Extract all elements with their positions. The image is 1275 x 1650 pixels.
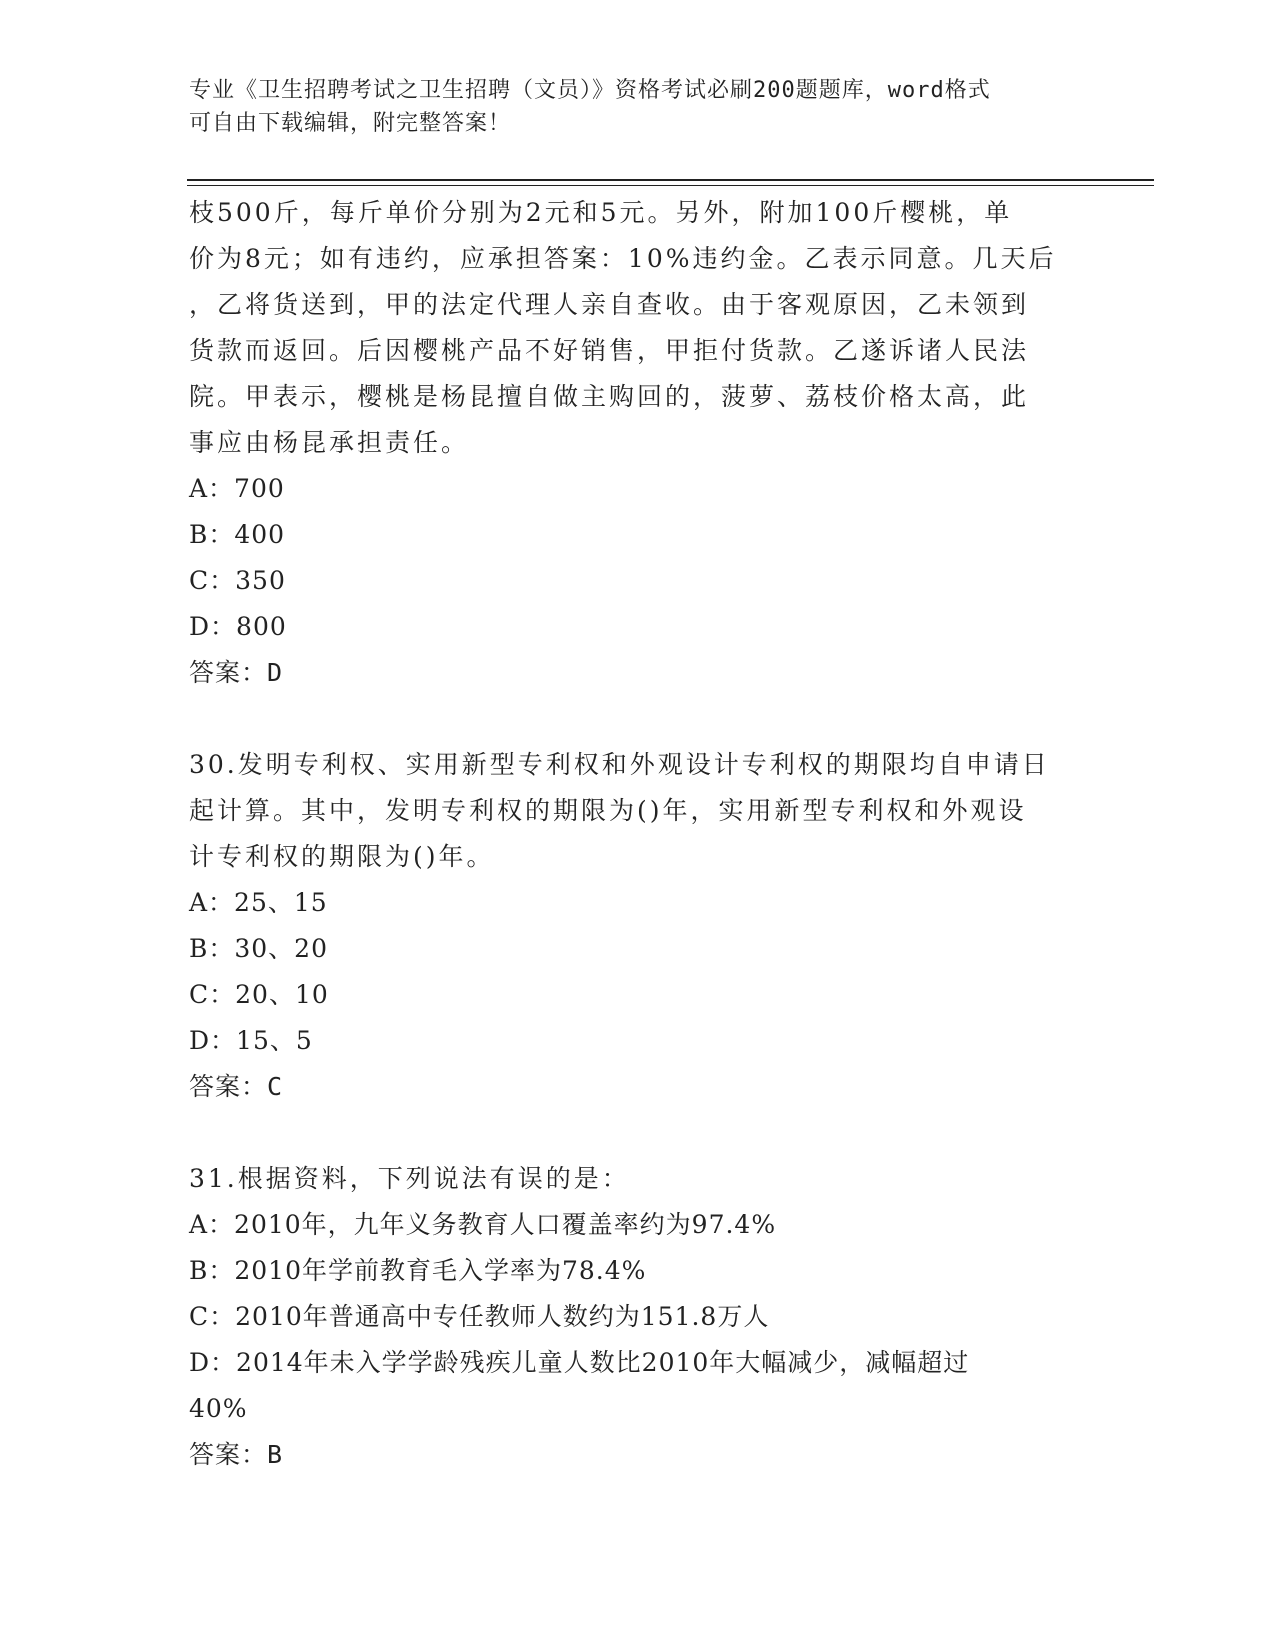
question-text-line: 计专利权的期限为()年。 <box>189 842 495 871</box>
answer-line: 答案：B <box>189 1440 284 1469</box>
answer-line: 答案：C <box>189 1072 284 1101</box>
option-a: A：25、15 <box>189 888 328 917</box>
header-divider-thick <box>187 179 1154 181</box>
question-31 <box>189 1156 1089 1478</box>
option-d: D：2014年未入学学龄残疾儿童人数比2010年大幅减少，减幅超过 <box>189 1348 970 1377</box>
option-d: D：800 <box>189 612 287 641</box>
spacer <box>189 1110 1089 1156</box>
option-a: A：700 <box>189 474 285 503</box>
question-text-line: 31.根据资料，下列说法有误的是： <box>189 1164 630 1193</box>
answer-line: 答案：D <box>189 658 284 687</box>
header-line-1: 专业《卫生招聘考试之卫生招聘（文员）》资格考试必刷200题题库，word格式 <box>189 78 991 103</box>
question-text-line: 起计算。其中，发明专利权的期限为()年，实用新型专利权和外观设 <box>189 796 1027 825</box>
option-c: C：20、10 <box>189 980 329 1009</box>
option-b: B：400 <box>189 520 286 549</box>
question-text-line: 货款而返回。后因樱桃产品不好销售，甲拒付货款。乙遂诉诸人民法 <box>189 336 1030 365</box>
question-29 <box>189 190 1089 696</box>
option-d: D：15、5 <box>189 1026 313 1055</box>
header-line-2: 可自由下载编辑，附完整答案！ <box>189 111 512 136</box>
option-d-continuation: 40% <box>189 1394 248 1423</box>
question-text-line: ，乙将货送到，甲的法定代理人亲自查收。由于客观原因，乙未领到 <box>189 290 1030 319</box>
question-text-line: 价为8元；如有违约，应承担答案：10%违约金。乙表示同意。几天后 <box>189 244 1057 273</box>
question-text-line: 枝500斤，每斤单价分别为2元和5元。另外，附加100斤樱桃，单 <box>189 198 1013 227</box>
question-text-line: 事应由杨昆承担责任。 <box>189 428 470 457</box>
option-a: A：2010年，九年义务教育人口覆盖率约为97.4% <box>189 1210 777 1239</box>
document-body <box>189 190 1089 1478</box>
document-header <box>189 74 1089 140</box>
option-b: B：2010年学前教育毛入学率为78.4% <box>189 1256 647 1285</box>
option-c: C：2010年普通高中专任教师人数约为151.8万人 <box>189 1302 770 1331</box>
question-30 <box>189 742 1089 1110</box>
option-c: C：350 <box>189 566 286 595</box>
question-text-line: 30.发明专利权、实用新型专利权和外观设计专利权的期限均自申请日 <box>189 750 1050 779</box>
header-divider-thin <box>187 185 1154 186</box>
option-b: B：30、20 <box>189 934 328 963</box>
question-text-line: 院。甲表示，樱桃是杨昆擅自做主购回的，菠萝、荔枝价格太高，此 <box>189 382 1030 411</box>
spacer <box>189 696 1089 742</box>
